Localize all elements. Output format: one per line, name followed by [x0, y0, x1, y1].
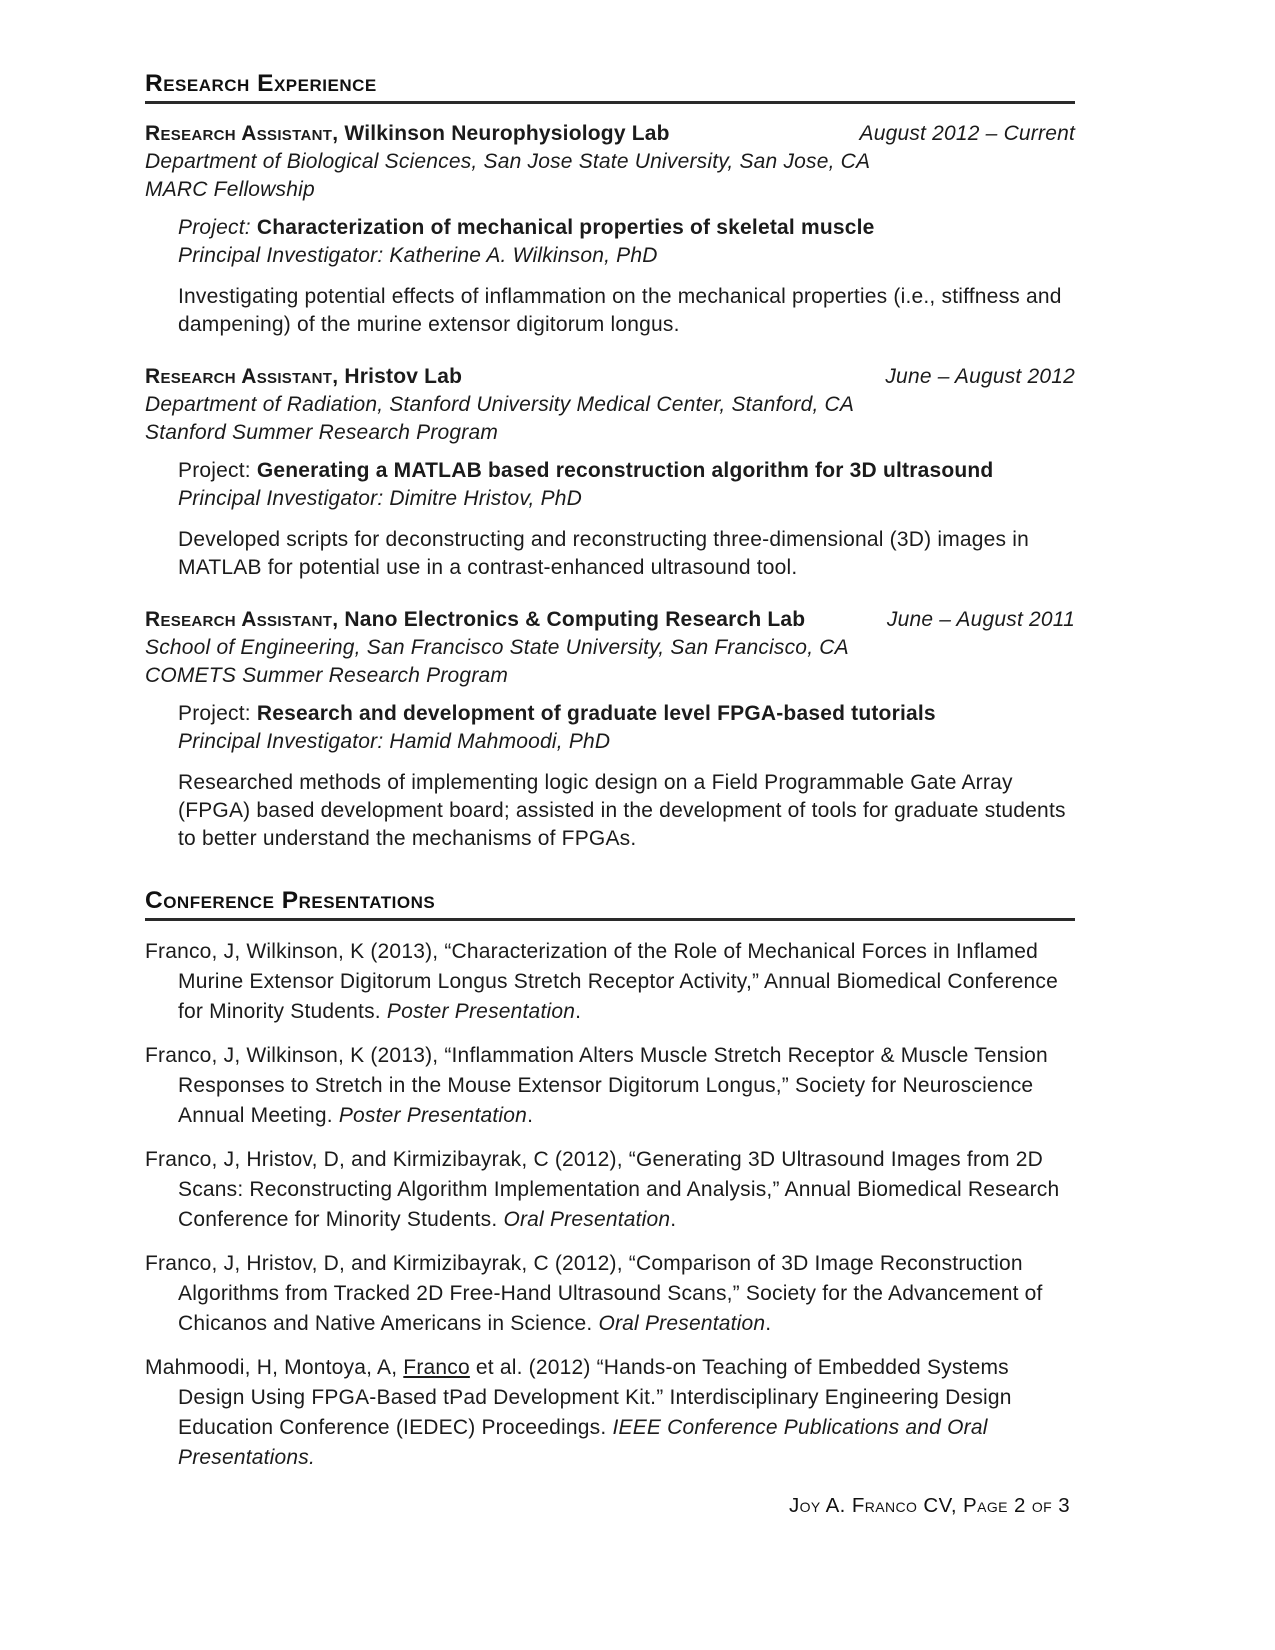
citation-text: Franco, J, Hristov, D, and Kirmizibayrak, C (2012), “Generating 3D Ultrasound Images from 2D Scans: Reconstructing Algorithm Implementation and Analysis,” Annual Biomedical Research Conference for Minority Students.	[145, 1148, 1060, 1232]
entry-title	[145, 606, 805, 634]
presentation-item	[145, 1041, 1075, 1131]
entry-description: Investigating potential effects of inflammation on the mechanical properties (i.e., stiffness and dampening) of the murine extensor digitorum longus.	[178, 285, 1062, 337]
entry-program: MARC Fellowship	[145, 178, 315, 202]
citation-text: Mahmoodi, H, Montoya, A,	[145, 1356, 404, 1380]
project-title: Research and development of graduate level FPGA-based tutorials	[256, 702, 936, 726]
citation-underlined-author: Franco	[403, 1356, 470, 1380]
presentation-item	[145, 1249, 1075, 1339]
citation-presentation-type: IEEE Conference Publications and Oral Presentations.	[178, 1416, 988, 1470]
section-divider	[145, 101, 1075, 104]
project-label: Project:	[178, 702, 251, 726]
entry-project-line	[178, 700, 1075, 728]
principal-investigator: Principal Investigator: Dimitre Hristov, PhD	[178, 487, 583, 511]
entry-description: Developed scripts for deconstructing and reconstructing three-dimensional (3D) images in MATLAB for potential use in a contrast-enhanced ultrasound tool.	[178, 528, 1030, 580]
entry-dates: June – August 2011	[886, 608, 1075, 632]
section-conference-presentations	[145, 887, 1075, 1473]
citation-text: Franco, J, Wilkinson, K (2013), “Characterization of the Role of Mechanical Forces in Inflamed Murine Extensor Digitorum Longus Stretch Receptor Activity,” Annual Biomedical Conference for Minority Students.	[145, 940, 1058, 1024]
entry-lab-name: Hristov Lab	[344, 365, 463, 389]
entry-title-row	[145, 606, 1075, 634]
entry-role: Research Assistant,	[145, 122, 339, 146]
principal-investigator: Principal Investigator: Hamid Mahmoodi, PhD	[178, 730, 611, 754]
citation-tail: .	[527, 1104, 534, 1128]
entry-dates: August 2012 – Current	[859, 122, 1075, 146]
research-entry-wilkinson	[145, 120, 1075, 339]
principal-investigator: Principal Investigator: Katherine A. Wilkinson, PhD	[178, 244, 658, 268]
entry-description: Researched methods of implementing logic design on a Field Programmable Gate Array (FPGA) based development board; assisted in the development of tools for graduate students to better understand the mechanisms of FPGAs.	[178, 771, 1066, 851]
project-title: Characterization of mechanical properties of skeletal muscle	[256, 216, 875, 240]
entry-title	[145, 363, 462, 391]
entry-title-row	[145, 363, 1075, 391]
citation-presentation-type: Oral Presentation	[598, 1312, 766, 1336]
citation-presentation-type: Poster Presentation	[338, 1104, 528, 1128]
presentation-item	[145, 1145, 1075, 1235]
page-footer: Joy A. Franco CV, Page 2 of 3	[788, 1494, 1070, 1517]
conference-presentations-heading: Conference Presentations	[145, 887, 436, 915]
citation-text: Franco, J, Wilkinson, K (2013), “Inflammation Alters Muscle Stretch Receptor & Muscle Tension Responses to Stretch in the Mouse Extensor Digitorum Longus,” Society for Neuroscience Annual Meeting.	[145, 1044, 1048, 1128]
entry-role: Research Assistant,	[145, 365, 339, 389]
citation-presentation-type: Oral Presentation	[503, 1208, 671, 1232]
citation-tail: .	[575, 1000, 582, 1024]
research-experience-heading: Research Experience	[145, 70, 377, 97]
entry-project-block	[178, 457, 1075, 582]
citation-tail: .	[765, 1312, 772, 1336]
section-research-experience	[145, 70, 1075, 853]
project-title: Generating a MATLAB based reconstruction algorithm for 3D ultrasound	[256, 459, 994, 483]
entry-project-line	[178, 457, 1075, 485]
entry-program: COMETS Summer Research Program	[145, 664, 509, 688]
entry-lab-name: Wilkinson Neurophysiology Lab	[344, 122, 670, 146]
entry-title-row	[145, 120, 1075, 148]
project-label: Project:	[178, 216, 251, 240]
entry-project-block	[178, 214, 1075, 339]
research-entry-hristov	[145, 363, 1075, 582]
project-label: Project:	[178, 459, 251, 483]
entry-title	[145, 120, 670, 148]
presentation-item	[145, 1353, 1075, 1473]
research-entry-nano-electronics	[145, 606, 1075, 853]
citation-presentation-type: Poster Presentation	[386, 1000, 576, 1024]
presentation-item	[145, 937, 1075, 1027]
entry-affiliation: School of Engineering, San Francisco State University, San Francisco, CA	[145, 636, 849, 660]
entry-project-line	[178, 214, 1075, 242]
entry-affiliation: Department of Biological Sciences, San Jose State University, San Jose, CA	[145, 150, 871, 174]
entry-program: Stanford Summer Research Program	[145, 421, 499, 445]
entry-lab-name: Nano Electronics & Computing Research Lab	[344, 608, 806, 632]
entry-role: Research Assistant,	[145, 608, 339, 632]
citation-text: Franco, J, Hristov, D, and Kirmizibayrak, C (2012), “Comparison of 3D Image Reconstruction Algorithms from Tracked 2D Free-Hand Ultrasound Scans,” Society for the Advancement of Chicanos and Native Americans in Science.	[145, 1252, 1043, 1336]
entry-affiliation: Department of Radiation, Stanford University Medical Center, Stanford, CA	[145, 393, 855, 417]
entry-project-block	[178, 700, 1075, 853]
citation-text: et al. (2012) “Hands-on Teaching of Embedded Systems Design Using FPGA-Based tPad Development Kit.” Interdisciplinary Engineering Design Education Conference (IEDEC) Proceedings.	[178, 1356, 1012, 1440]
section-divider	[145, 918, 1075, 921]
citation-tail: .	[670, 1208, 677, 1232]
entry-dates: June – August 2012	[885, 365, 1075, 389]
